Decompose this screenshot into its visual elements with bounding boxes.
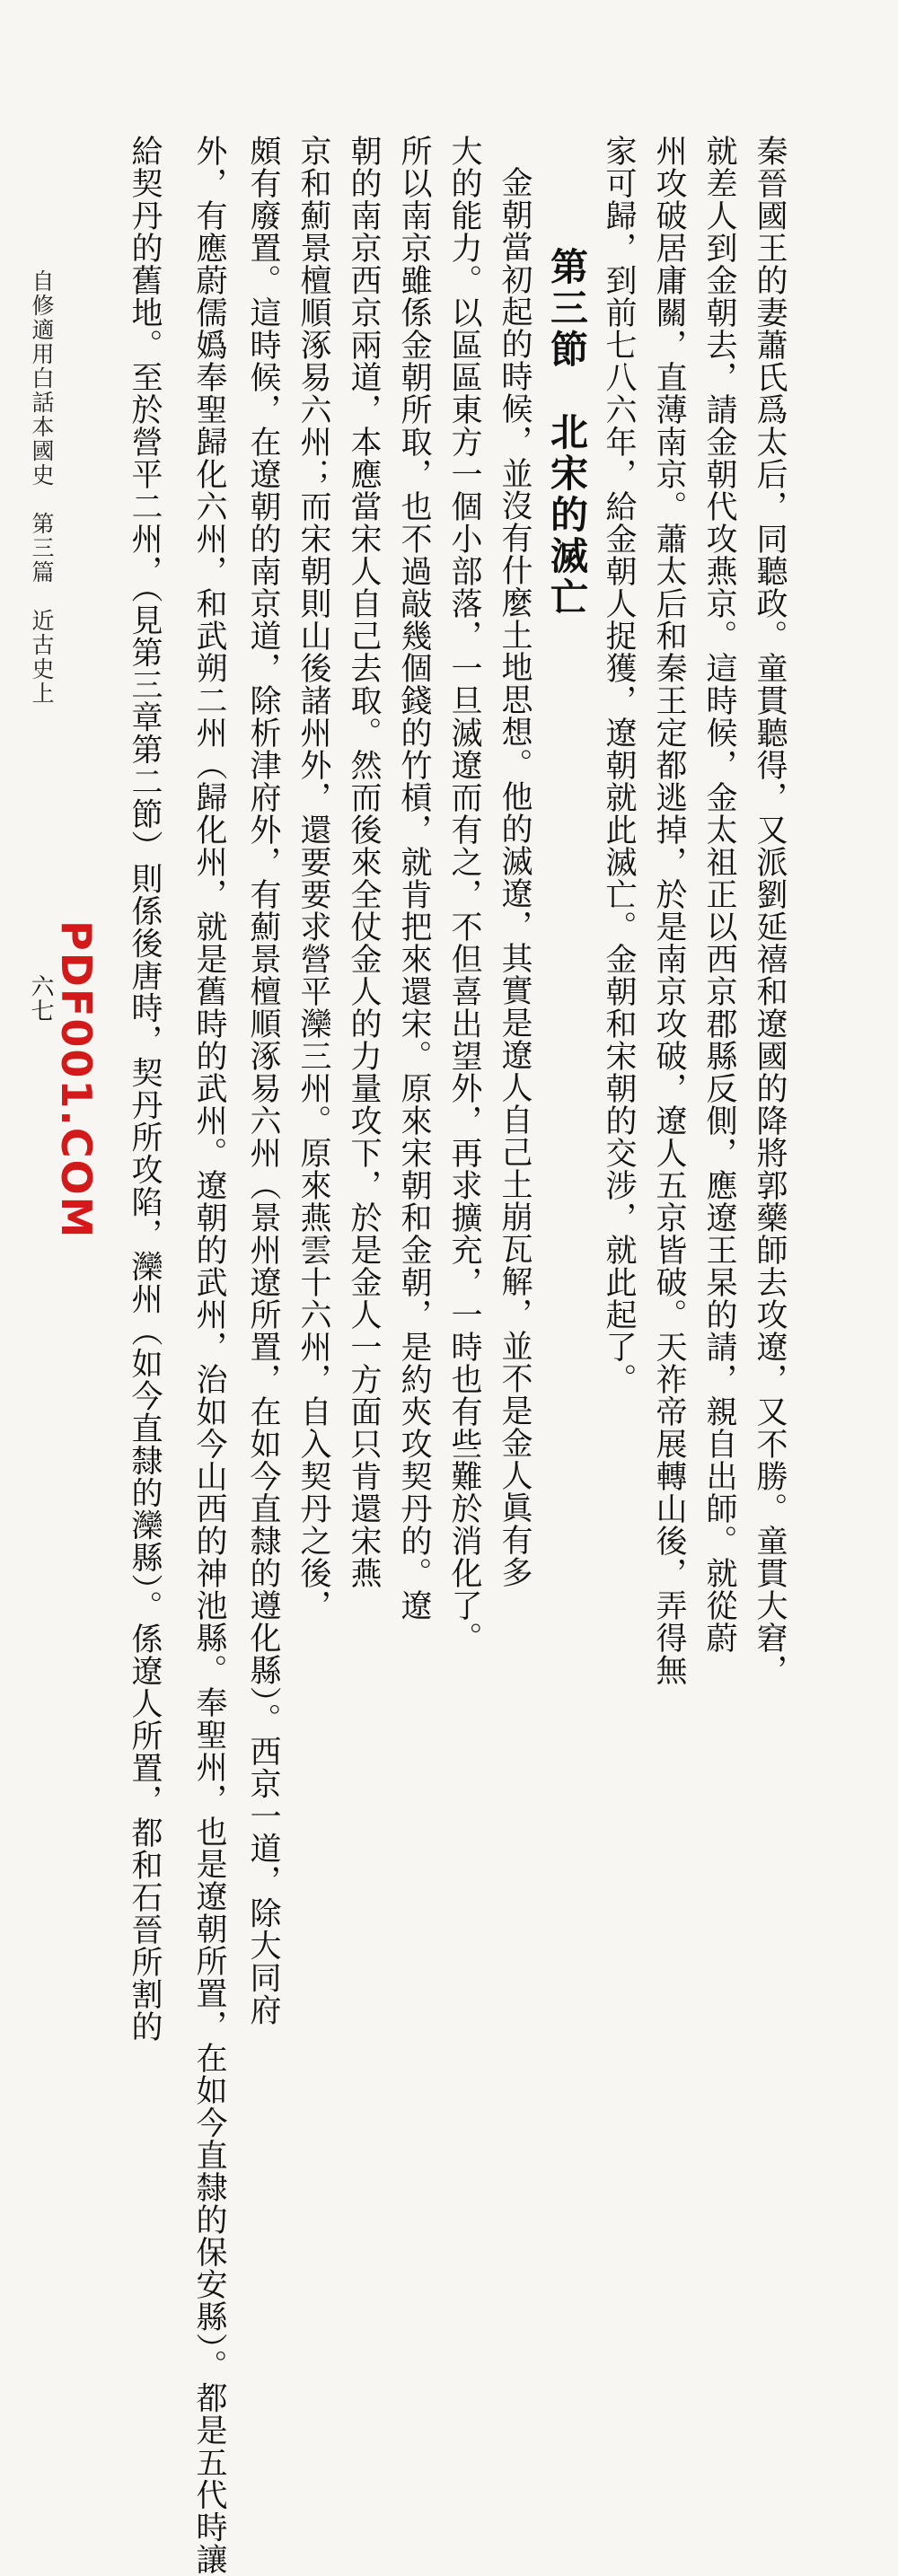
text-column: 州攻破居庸關，直薄南京。蕭太后和秦王定都逃掉，於是南京攻破，遼人五京皆破。天祚帝展轉山後，弄得無 [651, 135, 687, 1686]
running-head: 自修適用白話本國史 第三篇 近古史上 [29, 269, 55, 706]
text-column: 給契丹的舊地。至於營平二州，（見第三章第二節）則係後唐時，契丹所攻陷，灤州（如今直隸的灤縣）。係遼人所置，都和石晉所割的 [127, 135, 163, 2043]
text-column: 大的能力。以區區東方一個小部落，一旦滅遼而有之，不但喜出望外，再求擴充，一時也有些難於消化了。 [446, 135, 482, 1654]
page-number: 六七 [27, 974, 54, 1023]
text-column: 頗有廢置。這時候，在遼朝的南京道，除析津府外，有薊景檀順涿易六州（景州遼所置，在如今直隸的遵化縣）。西京一道，除大同府 [245, 135, 281, 2027]
text-column: 秦晉國王的妻蕭氏爲太后，同聽政。童貫聽得，又派劉延禧和遼國的降將郭藥師去攻遼，又不勝。童貫大窘， [752, 135, 788, 1686]
text-column: 家可歸，到前七八六年，給金朝人捉獲，遼朝就此滅亡。金朝和宋朝的交涉，就此起了。 [601, 135, 637, 1395]
text-column: 就差人到金朝去，請金朝代攻燕京。這時候，金太祖正以西京郡縣反側，應遼王杲的請，親自出師。就從蔚 [701, 135, 737, 1654]
section-title: 第三節 北宋的滅亡 [545, 247, 589, 619]
text-column: 所以南京雖係金朝所取，也不過敲幾個錢的竹槓，就肯把來還宋。原來宋朝和金朝，是約夾攻契丹的。遼 [396, 135, 432, 1622]
text-column: 金朝當初起的時候，並沒有什麼土地思想。他的滅遼，其實是遼人自己土崩瓦解，並不是金人眞有多 [497, 166, 533, 1588]
watermark-logo: PDF001.COM [52, 920, 101, 1240]
text-column: 京和薊景檀順涿易六州；而宋朝則山後諸州外，還要要求營平灤三州。原來燕雲十六州，自入契丹之後， [295, 135, 331, 1622]
text-column: 外，有應蔚儒嬀奉聖歸化六州，和武朔二州（歸化州，就是舊時的武州。遼朝的武州，治如今山西的神池縣。奉聖州，也是遼朝所置，在如今直隸的保安縣）。都是五代時讓 [191, 135, 227, 2576]
text-column: 朝的南京西京兩道，本應當宋人自己去取。然而後來全仗金人的力量攻下，於是金人一方面只肯還宋燕 [346, 135, 382, 1589]
